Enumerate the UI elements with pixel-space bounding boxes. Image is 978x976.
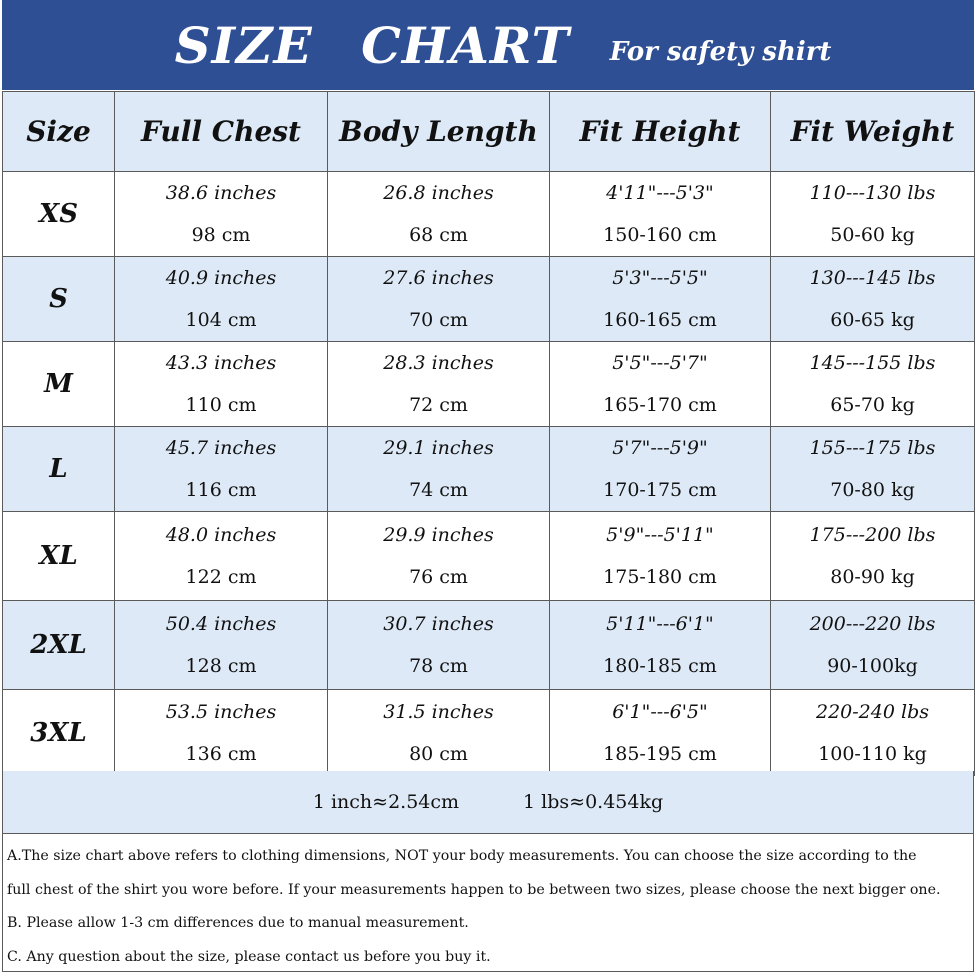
length-cm: 80 cm [409,742,468,765]
column-header-fit-height: Fit Height [550,92,771,172]
length-cell [328,172,550,257]
weight-lbs: 175---200 lbs [809,524,936,546]
length-cm: 74 cm [409,479,468,501]
height-cell [550,427,771,512]
size-cell [3,257,115,342]
weight-lbs: 130---145 lbs [809,267,936,289]
table-row [3,427,975,512]
weight-lbs: 110---130 lbs [809,182,936,204]
length-cell [328,427,550,512]
weight-kg: 90-100kg [827,655,918,677]
size-label: M [44,369,73,399]
height-feet: 5'9"---5'11" [606,524,714,546]
length-inches: 28.3 inches [383,352,494,374]
height-cell [550,172,771,257]
chest-cm: 128 cm [185,655,257,677]
chest-cm: 104 cm [185,309,257,331]
size-label: L [49,454,68,484]
height-feet: 5'7"---5'9" [612,437,708,459]
conversion-row [2,771,974,834]
chest-cm: 98 cm [191,224,251,246]
height-cm: 175-180 cm [603,566,717,588]
length-inches: 29.9 inches [383,524,494,546]
weight-cell [771,601,975,690]
length-cell [328,257,550,342]
size-label: 3XL [30,717,87,748]
weight-cell [771,512,975,601]
length-cell [328,512,550,601]
height-cell [550,512,771,601]
table-header-row [3,92,975,172]
weight-lbs: 145---155 lbs [809,352,936,374]
height-cell [550,342,771,427]
height-feet: 5'5"---5'7" [612,352,708,374]
length-cm: 72 cm [409,394,468,416]
size-table [2,91,975,776]
chest-cell [115,512,328,601]
chest-cm: 116 cm [185,479,257,501]
weight-kg: 80-90 kg [830,566,915,588]
height-cm: 165-170 cm [603,394,717,416]
column-header-size: Size [3,92,115,172]
height-feet: 5'11"---6'1" [606,613,714,635]
chest-cell [115,690,328,776]
length-cell [328,690,550,776]
height-feet: 4'11"---5'3" [606,182,714,204]
length-cm: 78 cm [409,655,468,677]
weight-kg: 65-70 kg [830,394,915,416]
page-subtitle: For safety shirt [609,37,832,67]
length-inches: 26.8 inches [383,182,494,204]
table-row [3,257,975,342]
length-cm: 76 cm [409,566,468,588]
chest-cm: 136 cm [185,742,257,765]
height-cm: 170-175 cm [603,479,717,501]
page-title: SIZE CHART [174,15,570,75]
weight-cell [771,427,975,512]
weight-lbs: 200---220 lbs [809,613,936,635]
height-cell [550,690,771,776]
height-cell [550,601,771,690]
weight-cell [771,342,975,427]
height-cm: 185-195 cm [603,742,717,765]
note-c: C. Any question about the size, please contact us before you buy it. [7,948,491,965]
weight-kg: 100-110 kg [818,742,927,765]
chest-cm: 110 cm [185,394,257,416]
column-header-body-length: Body Length [328,92,550,172]
weight-lbs: 155---175 lbs [809,437,936,459]
table-row [3,342,975,427]
notes-section [2,834,974,972]
length-inches: 29.1 inches [383,437,494,459]
chest-inches: 50.4 inches [165,613,277,635]
chest-inches: 38.6 inches [165,182,277,204]
length-inches: 31.5 inches [383,700,494,723]
chest-cm: 122 cm [185,566,257,588]
length-cell [328,342,550,427]
length-inches: 30.7 inches [383,613,494,635]
chest-inches: 40.9 inches [165,267,277,289]
size-label: XL [39,541,78,571]
chest-inches: 48.0 inches [165,524,277,546]
chest-inches: 43.3 inches [165,352,277,374]
column-header-full-chest: Full Chest [115,92,328,172]
size-label: XS [39,199,78,229]
chest-cell [115,601,328,690]
size-label: S [49,284,68,314]
size-cell [3,427,115,512]
weight-kg: 50-60 kg [830,224,915,246]
chest-inches: 45.7 inches [165,437,277,459]
size-cell [3,512,115,601]
table-row [3,172,975,257]
chest-cell [115,427,328,512]
weight-kg: 60-65 kg [830,309,915,331]
inch-conversion: 1 inch≈2.54cm [312,791,460,813]
size-cell [3,690,115,776]
chest-cell [115,342,328,427]
table-row [3,690,975,776]
size-cell [3,342,115,427]
weight-cell [771,257,975,342]
size-label: 2XL [30,630,87,660]
height-cm: 150-160 cm [603,224,717,246]
size-cell [3,601,115,690]
table-row [3,512,975,601]
note-a-line-1: A.The size chart above refers to clothing dimensions, NOT your body measurements. You can choose the size according to the [7,848,917,864]
chest-cell [115,257,328,342]
size-cell [3,172,115,257]
height-cm: 160-165 cm [603,309,717,331]
note-b: B. Please allow 1-3 cm differences due to manual measurement. [7,915,469,931]
weight-cell [771,690,975,776]
chest-cell [115,172,328,257]
height-feet: 6'1"---6'5" [612,700,708,723]
length-cm: 68 cm [409,224,468,246]
column-header-fit-weight: Fit Weight [771,92,975,172]
header-banner [2,0,974,90]
length-cm: 70 cm [409,309,468,331]
chest-inches: 53.5 inches [165,700,277,723]
lbs-conversion: 1 lbs≈0.454kg [523,791,664,813]
height-feet: 5'3"---5'5" [612,267,708,289]
weight-cell [771,172,975,257]
table-row [3,601,975,690]
weight-kg: 70-80 kg [830,479,915,501]
height-cm: 180-185 cm [603,655,717,677]
height-cell [550,257,771,342]
length-inches: 27.6 inches [383,267,494,289]
length-cell [328,601,550,690]
note-a-line-2: full chest of the shirt you wore before. If your measurements happen to be between two sizes, please choose the next bigger one. [7,881,941,898]
weight-lbs: 220-240 lbs [816,700,929,723]
